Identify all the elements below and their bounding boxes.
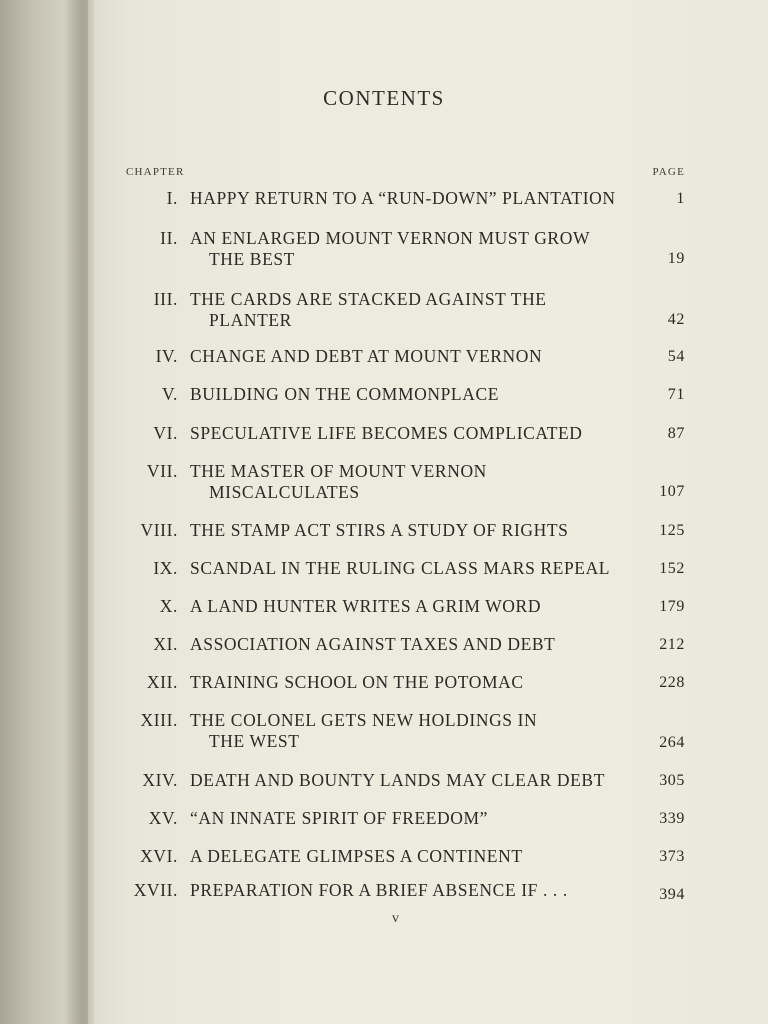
chapter-title xyxy=(190,188,660,209)
chapter-title xyxy=(190,558,660,579)
chapter-number: XIV. xyxy=(142,770,178,790)
chapter-title-line-1: DEATH AND BOUNTY LANDS MAY CLEAR DEBT xyxy=(190,770,605,790)
chapter-number: XI. xyxy=(153,634,178,654)
chapter-number: III. xyxy=(153,289,178,309)
chapter-title xyxy=(190,672,660,693)
chapter-title-line-1: SPECULATIVE LIFE BECOMES COMPLICATED xyxy=(190,423,583,443)
page-number: 373 xyxy=(659,848,685,865)
page-column-header: PAGE xyxy=(652,166,685,178)
chapter-title-line-1: CHANGE AND DEBT AT MOUNT VERNON xyxy=(190,346,543,366)
chapter-title-line-2: THE WEST xyxy=(209,731,300,751)
chapter-title xyxy=(190,880,660,901)
chapter-number: IX. xyxy=(153,558,178,578)
page-number: 305 xyxy=(659,772,685,789)
page-number: 71 xyxy=(667,386,685,403)
chapter-title-line-2: THE BEST xyxy=(209,249,295,269)
chapter-title xyxy=(190,289,660,331)
chapter-title xyxy=(190,770,660,791)
chapter-column-header: CHAPTER xyxy=(126,166,185,178)
chapter-number: VII. xyxy=(146,461,178,481)
chapter-title xyxy=(190,384,660,405)
chapter-number: XV. xyxy=(148,808,178,828)
chapter-number: XVI. xyxy=(140,846,178,866)
chapter-title xyxy=(190,423,660,444)
chapter-number: VI. xyxy=(153,423,178,443)
chapter-title xyxy=(190,228,660,270)
chapter-number: XVII. xyxy=(133,880,178,900)
chapter-title-line-1: TRAINING SCHOOL ON THE POTOMAC xyxy=(190,672,524,692)
chapter-title-line-1: A DELEGATE GLIMPSES A CONTINENT xyxy=(190,846,523,866)
chapter-title-line-1: “AN INNATE SPIRIT OF FREEDOM” xyxy=(190,808,489,828)
chapter-title xyxy=(190,710,660,752)
page-folio: v xyxy=(392,911,399,926)
chapter-title-line-1: THE CARDS ARE STACKED AGAINST THE xyxy=(190,289,547,309)
page-number: 228 xyxy=(659,674,685,691)
chapter-title-line-1: ASSOCIATION AGAINST TAXES AND DEBT xyxy=(190,634,556,654)
page-number: 107 xyxy=(659,483,685,500)
chapter-title-line-1: THE STAMP ACT STIRS A STUDY OF RIGHTS xyxy=(190,520,569,540)
chapter-title xyxy=(190,846,660,867)
page-number: 125 xyxy=(659,522,685,539)
chapter-title-line-1: AN ENLARGED MOUNT VERNON MUST GROW xyxy=(190,228,591,248)
page-number: 179 xyxy=(659,598,685,615)
chapter-title-line-1: THE COLONEL GETS NEW HOLDINGS IN xyxy=(190,710,538,730)
page-number: 87 xyxy=(667,425,685,442)
chapter-number: IV. xyxy=(155,346,178,366)
chapter-number: II. xyxy=(160,228,178,248)
chapter-number: I. xyxy=(166,188,178,208)
page-number: 19 xyxy=(667,250,685,267)
page-number: 264 xyxy=(659,734,685,751)
chapter-title-line-1: A LAND HUNTER WRITES A GRIM WORD xyxy=(190,596,542,616)
chapter-number: XII. xyxy=(146,672,178,692)
chapter-title-line-1: PREPARATION FOR A BRIEF ABSENCE IF . . . xyxy=(190,880,568,900)
page-title: CONTENTS xyxy=(323,86,445,110)
chapter-title-line-1: BUILDING ON THE COMMONPLACE xyxy=(190,384,500,404)
chapter-title xyxy=(190,596,660,617)
chapter-title xyxy=(190,634,660,655)
chapter-number: V. xyxy=(162,384,178,404)
page-number: 152 xyxy=(659,560,685,577)
page-number: 212 xyxy=(659,636,685,653)
page-number: 42 xyxy=(667,311,685,328)
chapter-number: VIII. xyxy=(140,520,178,540)
page-number: 54 xyxy=(667,348,685,365)
page-number: 339 xyxy=(659,810,685,827)
chapter-title-line-1: SCANDAL IN THE RULING CLASS MARS REPEAL xyxy=(190,558,611,578)
chapter-title xyxy=(190,808,660,829)
chapter-title-line-1: HAPPY RETURN TO A “RUN-DOWN” PLANTATION xyxy=(190,188,616,208)
chapter-title-line-2: MISCALCULATES xyxy=(209,482,360,502)
chapter-title-line-2: PLANTER xyxy=(209,310,292,330)
chapter-title xyxy=(190,520,660,541)
page-number: 394 xyxy=(659,886,685,903)
chapter-number: X. xyxy=(159,596,178,616)
page-number: 1 xyxy=(676,190,685,207)
chapter-number: XIII. xyxy=(140,710,178,730)
chapter-title xyxy=(190,346,660,367)
chapter-title-line-1: THE MASTER OF MOUNT VERNON xyxy=(190,461,487,481)
chapter-title xyxy=(190,461,660,503)
